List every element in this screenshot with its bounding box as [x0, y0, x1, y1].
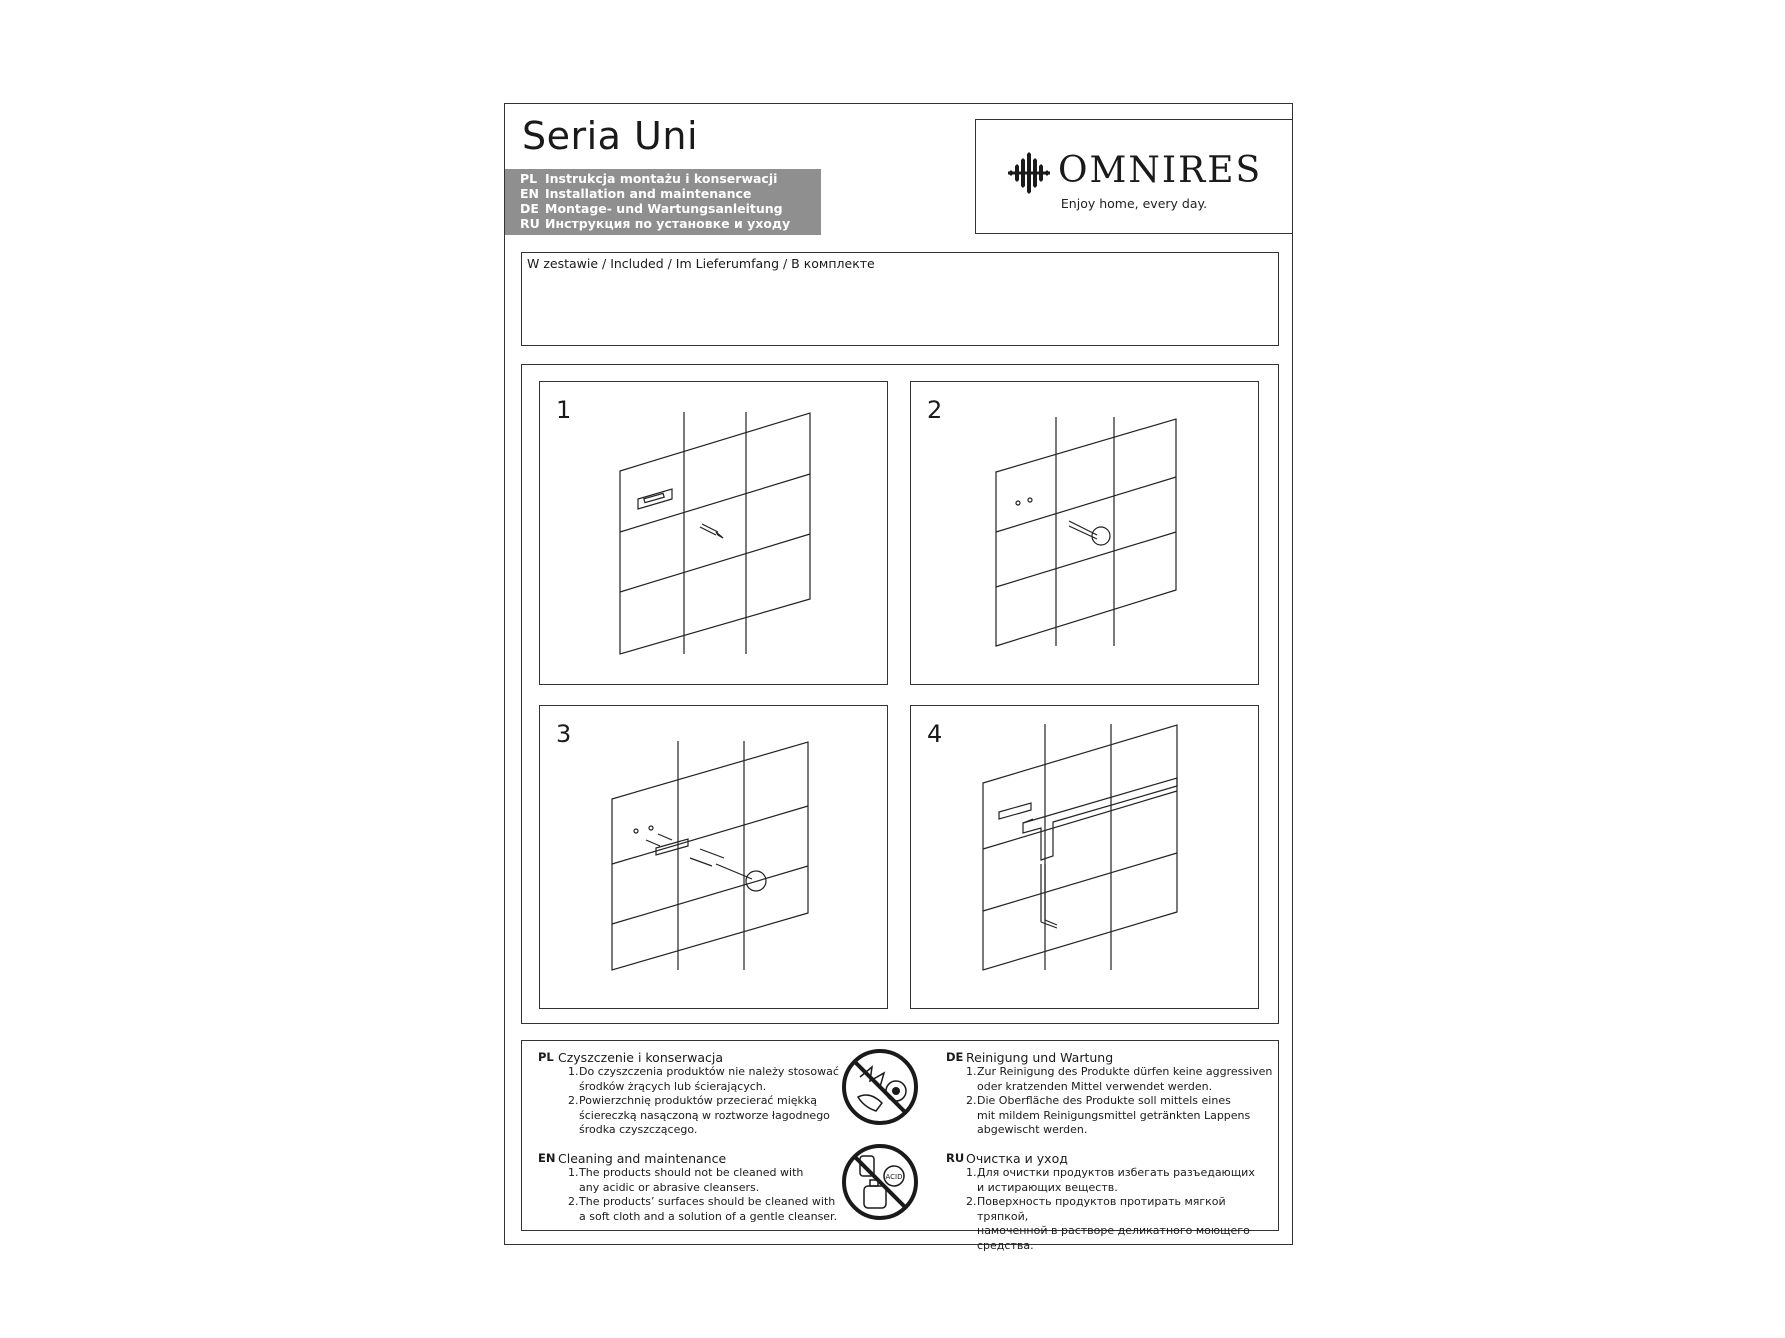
- care-heading: Reinigung und Wartung: [966, 1050, 1114, 1065]
- care-lang-code: EN: [538, 1151, 556, 1165]
- acid-label: ACID: [885, 1173, 903, 1181]
- care-block-pl: [538, 1050, 839, 1138]
- step-1: [539, 381, 888, 685]
- page-title: Seria Uni: [522, 114, 699, 158]
- step-3: [539, 705, 888, 1009]
- lang-text: Montage- und Wartungsanleitung: [545, 201, 783, 216]
- lang-text: Инструкция по установке и уходу: [545, 216, 791, 231]
- no-acid-icon: [840, 1142, 920, 1222]
- lang-code: PL: [520, 171, 538, 186]
- care-block-de: [946, 1050, 1272, 1138]
- care-item: 2. Die Oberfläche des Produkte soll mittels eines mit mildem Reinigungsmittel getränkten Lappens abgewischt werden.: [966, 1094, 1251, 1136]
- care-item: 2. The products’ surfaces should be cleaned with a soft cloth and a solution of a gentle cleanser.: [568, 1195, 838, 1223]
- language-bar: [505, 169, 821, 235]
- care-item: 2. Поверхность продуктов протирать мягкой тряпкой, намоченной в растворе деликатного моющего средства.: [966, 1195, 1250, 1252]
- steps-panel: [521, 364, 1279, 1024]
- lang-text: Instrukcja montażu i konserwacji: [545, 171, 778, 186]
- lang-row-pl: [505, 171, 821, 186]
- care-lang-code: PL: [538, 1050, 554, 1064]
- care-item: 1. Do czyszczenia produktów nie należy stosować środków żrących lub ścierających.: [568, 1065, 839, 1093]
- step-number: 2: [927, 396, 943, 424]
- step-2-illustration: [911, 382, 1260, 686]
- care-heading: Очистка и уход: [966, 1151, 1068, 1166]
- care-item: 2. Powierzchnię produktów przecierać miękką ściereczką nasączoną w roztworze łagodnego środka czyszczącego.: [568, 1094, 830, 1136]
- step-1-illustration: [540, 382, 889, 686]
- care-item: 1. The products should not be cleaned with any acidic or abrasive cleansers.: [568, 1166, 804, 1194]
- lang-row-en: [505, 186, 821, 201]
- included-label: W zestawie / Included / Im Lieferumfang / В комплекте: [527, 256, 875, 271]
- step-2: [910, 381, 1259, 685]
- care-panel: [521, 1040, 1279, 1252]
- lang-code: DE: [520, 201, 539, 216]
- step-4-illustration: [911, 706, 1260, 1010]
- care-heading: Cleaning and maintenance: [558, 1151, 727, 1166]
- lang-text: Installation and maintenance: [545, 186, 752, 201]
- lang-row-de: [505, 201, 821, 216]
- care-block-ru: [946, 1151, 1278, 1253]
- care-lang-code: RU: [946, 1151, 965, 1165]
- step-number: 4: [927, 720, 943, 748]
- instruction-sheet: [504, 103, 1293, 1252]
- step-number: 1: [556, 396, 572, 424]
- lang-code: RU: [520, 216, 540, 231]
- brand-tagline: Enjoy home, every day.: [1060, 196, 1208, 211]
- step-3-illustration: [540, 706, 889, 1010]
- logo-diamond-icon: [1006, 150, 1052, 196]
- step-4: [910, 705, 1259, 1009]
- care-item: 1. Для очистки продуктов избегать разъедающих и истирающих веществ.: [966, 1166, 1255, 1194]
- care-item: 1. Zur Reinigung des Produkte dürfen keine aggressiven oder kratzenden Mittel verwendet werden.: [966, 1065, 1273, 1093]
- lang-row-ru: [505, 216, 821, 231]
- included-box: [521, 252, 1279, 346]
- brand-name: OMNIRES: [1058, 150, 1263, 191]
- brand-logo-box: [975, 119, 1293, 234]
- care-block-en: [538, 1151, 837, 1224]
- lang-code: EN: [520, 186, 540, 201]
- care-heading: Czyszczenie i konserwacja: [558, 1050, 723, 1065]
- no-abrasive-icon: [840, 1047, 920, 1127]
- step-number: 3: [556, 720, 572, 748]
- care-lang-code: DE: [946, 1050, 964, 1064]
